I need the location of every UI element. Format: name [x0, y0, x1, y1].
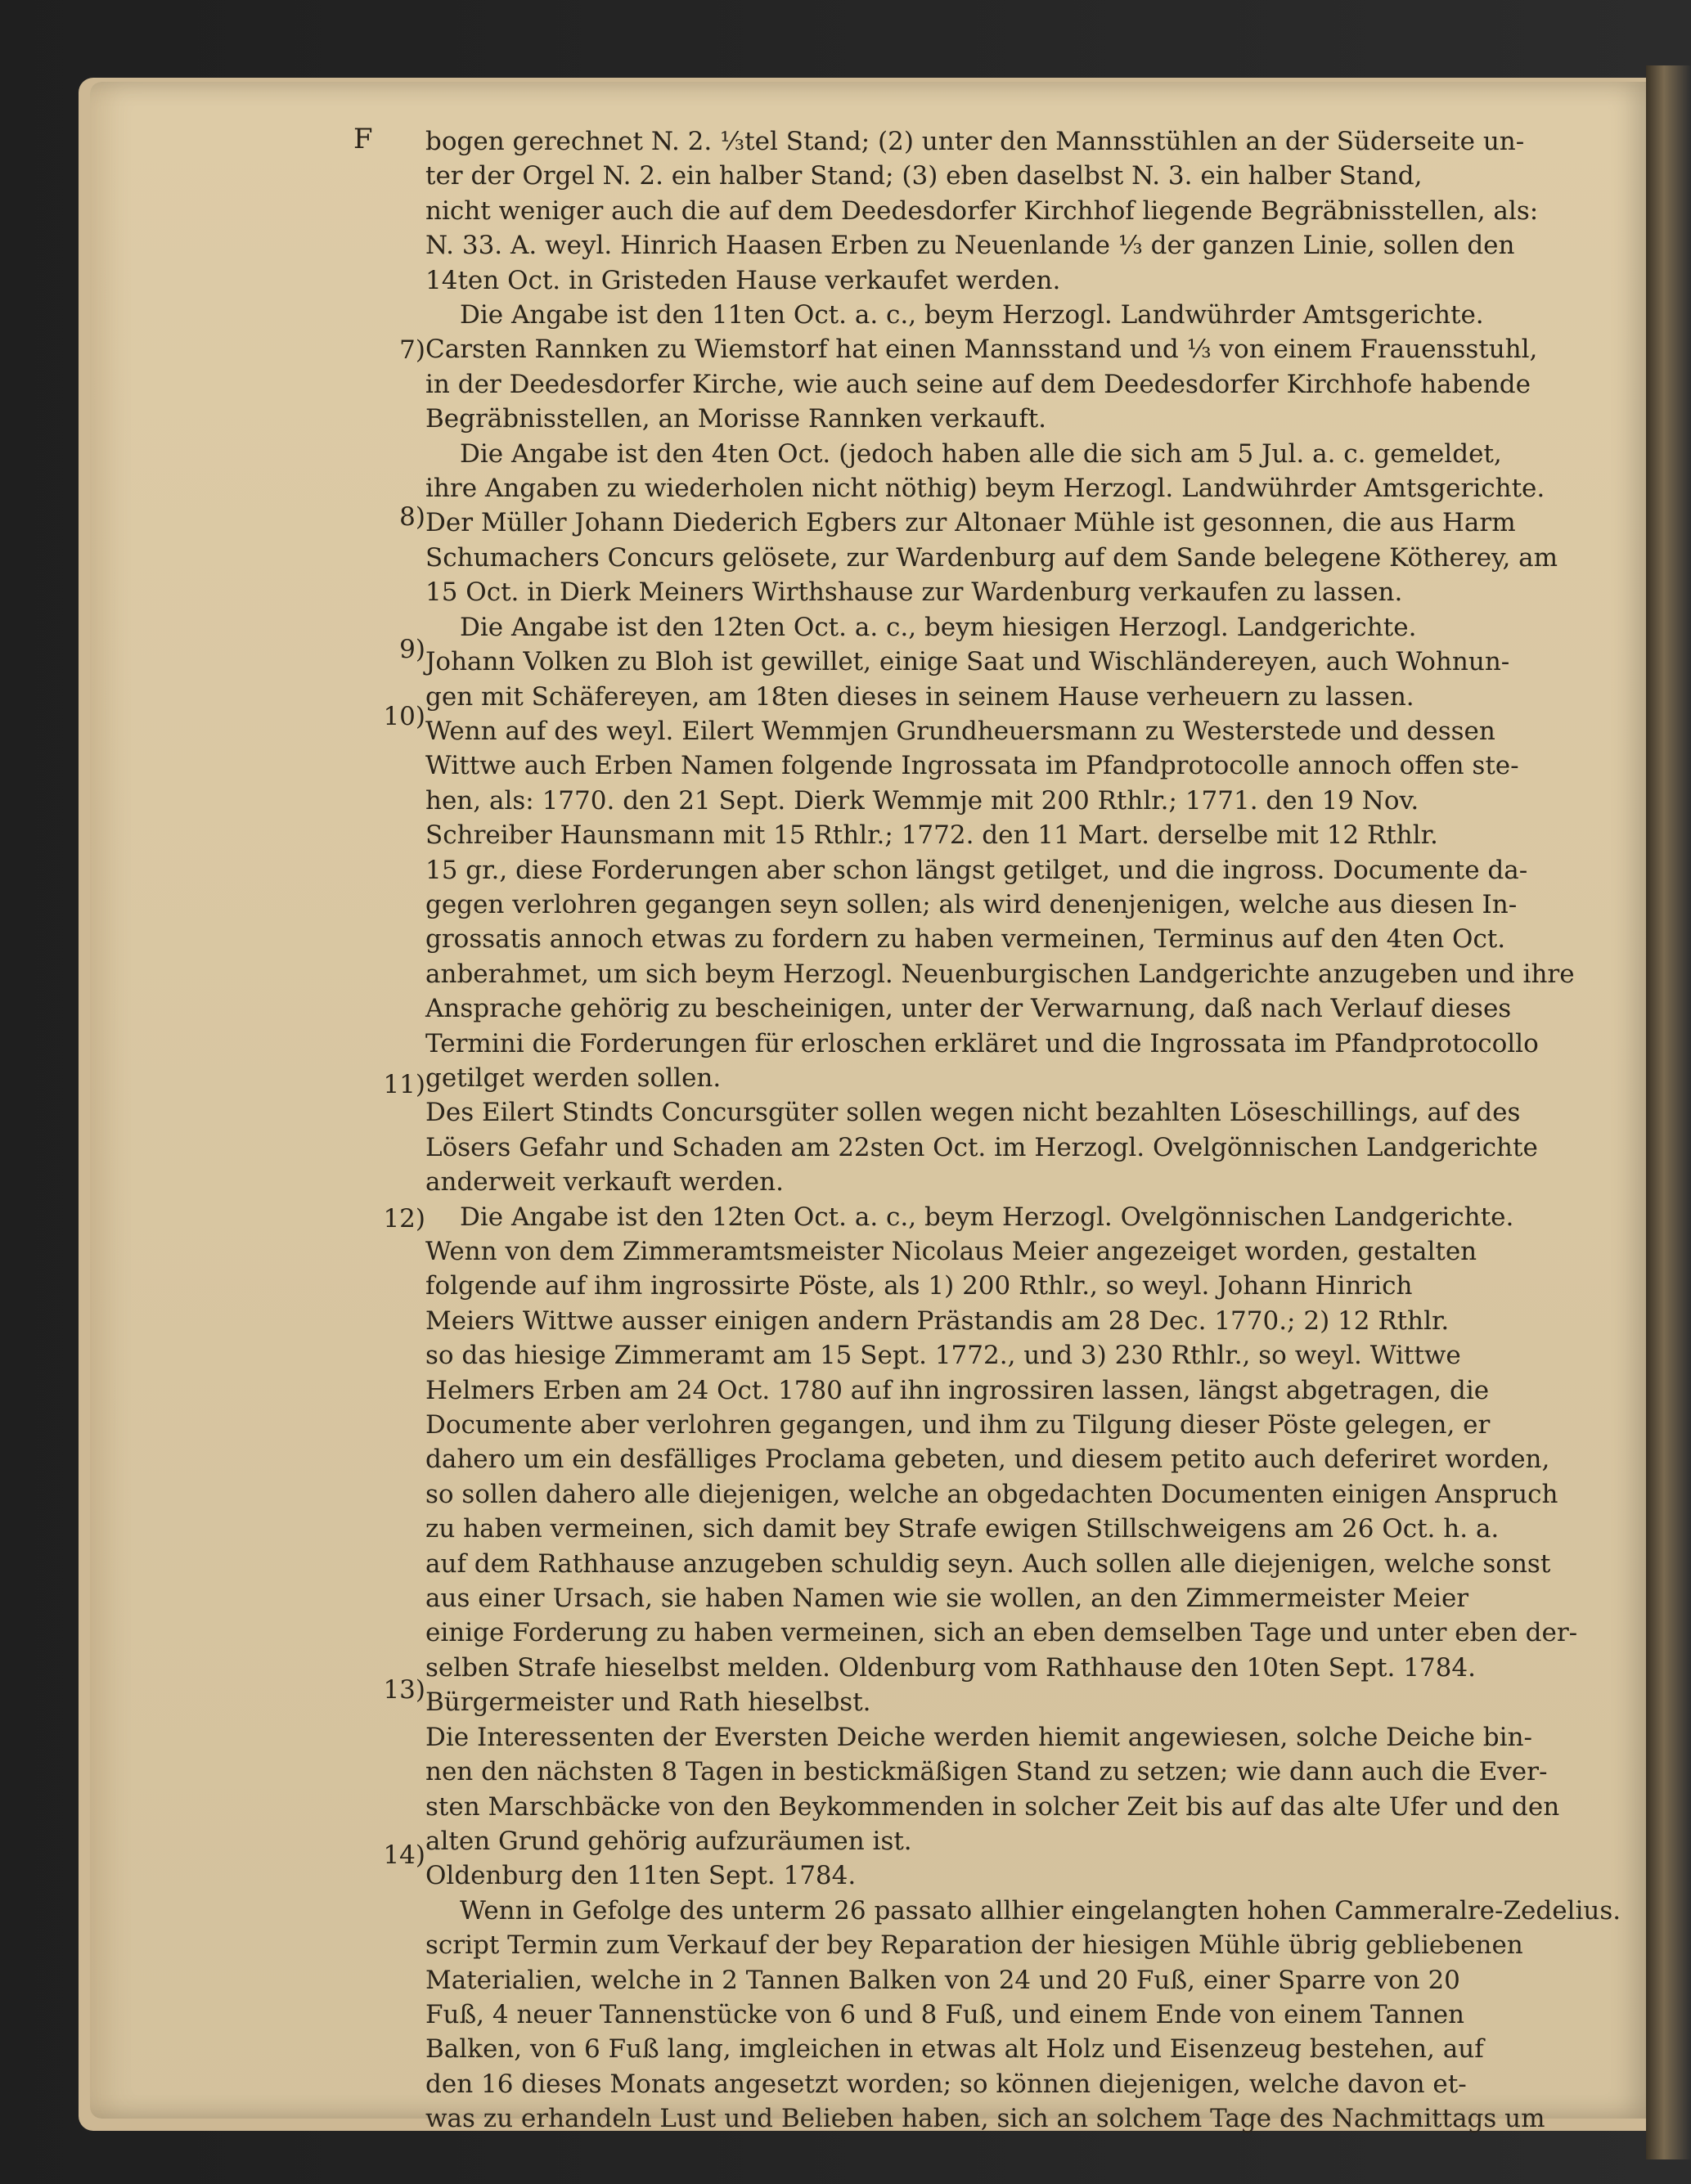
dateline [425, 1894, 1621, 1928]
entry-number-14: 14) [383, 1840, 425, 1870]
text-line: Wenn von dem Zimmeramtsmeister Nicolaus Meier angezeiget worden, gestalten [425, 1237, 1477, 1266]
text-line: anberahmet, um sich beym Herzogl. Neuenburgischen Landgerichte anzugeben und ihre [425, 959, 1575, 989]
text-line: nen den nächsten 8 Tagen in bestickmäßigen Stand zu setzen; wie dann auch die Ever- [425, 1757, 1548, 1787]
text-line: Die Angabe ist den 11ten Oct. a. c., beym Herzogl. Landwührder Amtsgerichte. [460, 300, 1484, 330]
entry-number-13: 13) [383, 1675, 425, 1705]
text-line: so sollen dahero alle diejenigen, welche an obgedachten Documenten einigen Anspruch [425, 1479, 1558, 1509]
text-line: Begräbnisstellen, an Morisse Rannken verkauft. [425, 404, 1047, 434]
text-line: alten Grund gehörig aufzuräumen ist. [425, 1826, 912, 1856]
text-line: bogen gerechnet N. 2. ⅓tel Stand; (2) unter den Mannsstühlen an der Süderseite un- [425, 127, 1525, 156]
text-line: Fuß, 4 neuer Tannenstücke von 6 und 8 Fuß, und einem Ende von einem Tannen [425, 1999, 1465, 2029]
text-line: 14ten Oct. in Gristeden Hause verkaufet werden. [425, 265, 1061, 295]
text-line: sten Marschbäcke von den Beykommenden in solcher Zeit bis auf das alte Ufer und den [425, 1791, 1560, 1822]
dateline-text: Wenn in Gefolge des unterm 26 passato allhier eingelangten hohen Cammeralre- [460, 1895, 1504, 1926]
text-line: Oldenburg den 11ten Sept. 1784. [425, 1861, 857, 1891]
text-line: Johann Volken zu Bloh ist gewillet, einige Saat und Wischländereyen, auch Wohnun- [425, 647, 1510, 677]
text-line: ter der Orgel N. 2. ein halber Stand; (3) eben daselbst N. 3. ein halber Stand, [425, 161, 1423, 191]
text-line: ihre Angaben zu wiederholen nicht nöthig) beym Herzogl. Landwührder Amtsgerichte. [425, 474, 1545, 504]
text-line: Meiers Wittwe ausser einigen andern Prästandis am 28 Dec. 1770.; 2) 12 Rthlr. [425, 1305, 1450, 1336]
document-body [425, 124, 1621, 2137]
corner-mark: F [353, 123, 373, 155]
text-line: nicht weniger auch die auf dem Deedesdorfer Kirchhof liegende Begräbnisstellen, als: [425, 195, 1539, 226]
entry-number-11: 11) [383, 1070, 425, 1099]
text-line: zu haben vermeinen, sich damit bey Strafe ewigen Stillschweigens am 26 Oct. h. a. [425, 1514, 1500, 1544]
text-line: Die Angabe ist den 12ten Oct. a. c., beym hiesigen Herzogl. Landgerichte. [460, 612, 1417, 642]
next-page-edge [1646, 65, 1691, 2159]
text-line: N. 33. A. weyl. Hinrich Haasen Erben zu Neuenlande ⅓ der ganzen Linie, sollen den [425, 231, 1515, 261]
text-line: Wittwe auch Erben Namen folgende Ingrossata im Pfandprotocolle annoch offen ste- [425, 751, 1519, 781]
text-line: gegen verlohren gegangen seyn sollen; als wird denenjenigen, welche aus diesen In- [425, 889, 1518, 919]
text-line: getilget werden sollen. [425, 1063, 722, 1093]
text-line: dahero um ein desfälliges Proclama gebeten, und diesem petito auch deferiret worden, [425, 1445, 1550, 1475]
text-line: in der Deedesdorfer Kirche, wie auch seine auf dem Deedesdorfer Kirchhofe habende [425, 369, 1531, 399]
text-line: Balken, von 6 Fuß lang, imgleichen in etwas alt Holz und Eisenzeug bestehen, auf [425, 2034, 1484, 2065]
text-line: aus einer Ursach, sie haben Namen wie sie wollen, an den Zimmermeister Meier [425, 1584, 1469, 1614]
entry-number-10: 10) [383, 702, 425, 731]
text-line: einige Forderung zu haben vermeinen, sich an eben demselben Tage und unter eben der- [425, 1618, 1578, 1648]
text-line: Die Angabe ist den 4ten Oct. (jedoch haben alle die sich am 5 Jul. a. c. gemeldet, [460, 438, 1502, 469]
entry-number-12: 12) [383, 1204, 425, 1234]
text-line: hen, als: 1770. den 21 Sept. Dierk Wemmje mit 200 Rthlr.; 1771. den 19 Nov. [425, 785, 1419, 816]
text-line: Des Eilert Stindts Concursgüter sollen wegen nicht bezahlten Löseschillings, auf des [425, 1098, 1521, 1128]
text-line: Schreiber Haunsmann mit 15 Rthlr.; 1772. den 11 Mart. derselbe mit 12 Rthlr. [425, 820, 1438, 851]
text-line: Der Müller Johann Diederich Egbers zur Altonaer Mühle ist gesonnen, die aus Harm [425, 508, 1516, 538]
text-line: folgende auf ihm ingrossirte Pöste, als 1) 200 Rthlr., so weyl. Johann Hinrich [425, 1271, 1413, 1301]
text-line: script Termin zum Verkauf der bey Reparation der hiesigen Mühle übrig gebliebenen [425, 1930, 1523, 1961]
entry-number-9: 9) [399, 635, 425, 664]
text-line: Documente aber verlohren gegangen, und ihm zu Tilgung dieser Pöste gelegen, er [425, 1410, 1491, 1440]
text-line: grossatis annoch etwas zu fordern zu haben vermeinen, Terminus auf den 4ten Oct. [425, 924, 1506, 955]
text-line: Ansprache gehörig zu bescheinigen, unter der Verwarnung, daß nach Verlauf dieses [425, 994, 1512, 1024]
text-line: so das hiesige Zimmeramt am 15 Sept. 1772., und 3) 230 Rthlr., so weyl. Wittwe [425, 1341, 1461, 1371]
text-line: den 16 dieses Monats angesetzt worden; so können diejenigen, welche davon et- [425, 2069, 1467, 2099]
text-line: Wenn auf des weyl. Eilert Wemmjen Grundheuersmann zu Westerstede und dessen [425, 716, 1495, 746]
text-line: was zu erhandeln Lust und Belieben haben, sich an solchem Tage des Nachmittags um [425, 2104, 1545, 2134]
text-line: auf dem Rathhause anzugeben schuldig seyn. Auch sollen alle diejenigen, welche sonst [425, 1548, 1551, 1579]
text-line: Bürgermeister und Rath hieselbst. [425, 1687, 871, 1718]
text-line: Lösers Gefahr und Schaden am 22sten Oct. im Herzogl. Ovelgönnischen Landgerichte [425, 1132, 1538, 1162]
text-line: Helmers Erben am 24 Oct. 1780 auf ihn ingrossiren lassen, längst abgetragen, die [425, 1375, 1490, 1405]
text-line: 15 gr., diese Forderungen aber schon längst getilget, und die ingross. Documente da- [425, 855, 1528, 885]
text-line: Die Angabe ist den 12ten Oct. a. c., beym Herzogl. Ovelgönnischen Landgerichte. [460, 1202, 1514, 1232]
text-line: Materialien, welche in 2 Tannen Balken von 24 und 20 Fuß, einer Sparre von 20 [425, 1965, 1460, 1995]
text-line: gen mit Schäfereyen, am 18ten dieses in seinem Hause verheuern zu lassen. [425, 681, 1414, 712]
signature-line: Die Interessenten der Eversten Deiche werden hiemit angewiesen, solche Deiche bin- [425, 1722, 1533, 1752]
text-line: 15 Oct. in Dierk Meiners Wirthshause zur Wardenburg verkaufen zu lassen. [425, 577, 1403, 608]
text-line: Carsten Rannken zu Wiemstorf hat einen Mannsstand und ⅓ von einem Frauensstuhl, [425, 335, 1538, 365]
text-line: Schumachers Concurs gelösete, zur Wardenburg auf dem Sande belegene Kötherey, am [425, 542, 1558, 573]
signature-zedelius: Zedelius. [1503, 1895, 1621, 1926]
text-line: anderweit verkauft werden. [425, 1167, 784, 1198]
text-line: Termini die Forderungen für erloschen erkläret und die Ingrossata im Pfandprotocollo [425, 1028, 1539, 1058]
entry-number-7: 7) [399, 335, 425, 365]
entry-number-8: 8) [399, 502, 425, 532]
text-line: selben Strafe hieselbst melden. Oldenburg vom Rathhause den 10ten Sept. 1784. [425, 1652, 1476, 1683]
